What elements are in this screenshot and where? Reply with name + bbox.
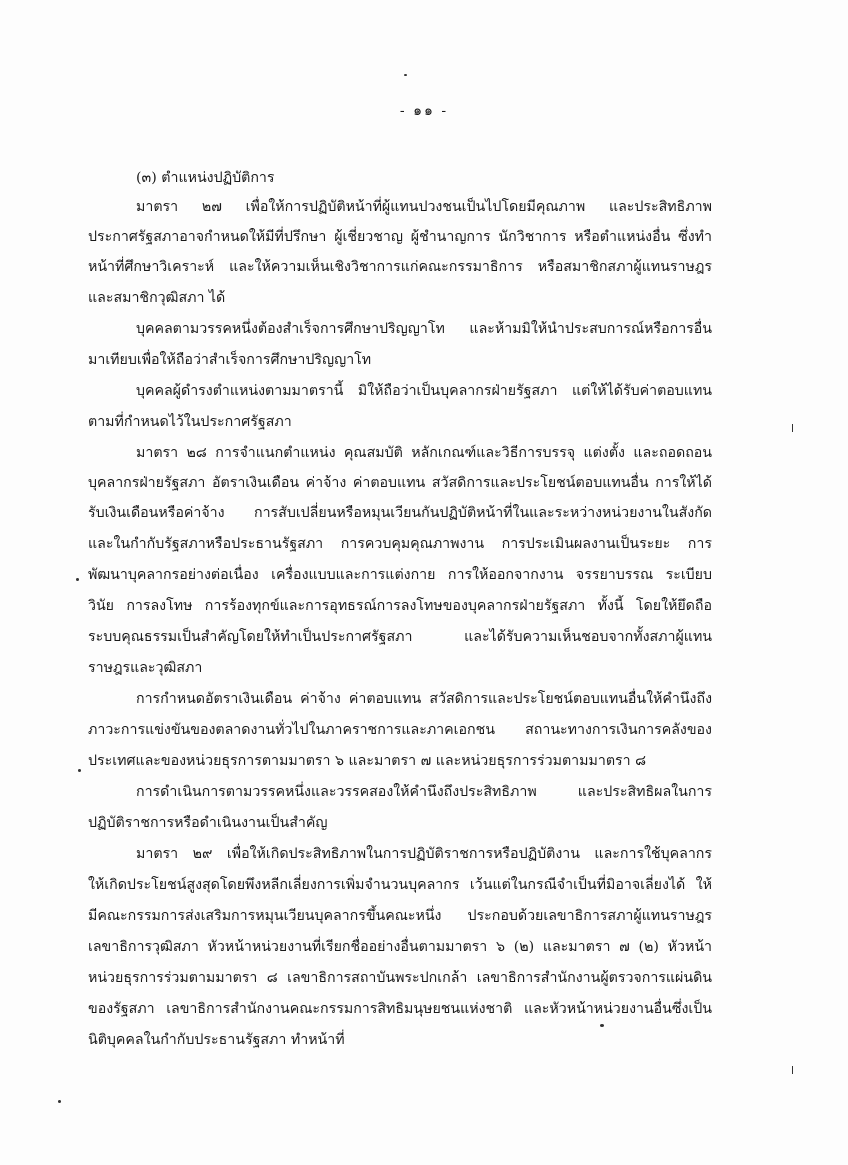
section-29-line-5: หน่วยธุรการร่วมตามมาตรา ๘ เลขาธิการสถาบันพระปกเกล้า เลขาธิการสำนักงานผู้ตรวจการแผ่นดิน [88,970,712,986]
section-29-line-1: มาตรา ๒๙ เพื่อให้เกิดประสิทธิภาพในการปฏิบัติราชการหรือปฏิบัติงาน และการใช้บุคลากร [136,846,712,862]
section-28-line-2: บุคลากรฝ่ายรัฐสภา อัตราเงินเดือน ค่าจ้าง ค่าตอบแทน สวัสดิการและประโยชน์ตอบแทนอื่น การให้ได้ [88,475,712,491]
section-29-line-7: นิติบุคคลในกำกับประธานรัฐสภา ทำหน้าที่ [88,1032,345,1048]
para-qualification-line-2: มาเทียบเพื่อให้ถือว่าสำเร็จการศึกษาปริญญาโท [88,352,372,368]
section-28-line-3: รับเงินเดือนหรือค่าจ้าง การสับเปลี่ยนหรือหมุนเวียนกันปฏิบัติหน้าที่ในและระหว่างหน่วยงานในสังกัด [88,505,712,521]
scan-speck [600,1024,604,1027]
para-salary-line-2: ภาวะการแข่งขันของตลาดงานทั่วไปในภาคราชการและภาคเอกชน สถานะทางการเงินการคลังของ [88,722,712,738]
section-27-line-3: หน้าที่ศึกษาวิเคราะห์ และให้ความเห็นเชิงวิชาการแก่คณะกรรมาธิการ หรือสมาชิกสภาผู้แทนราษฎร [88,259,712,275]
section-29-line-6: ของรัฐสภา เลขาธิการสำนักงานคณะกรรมการสิทธิมนุษยชนแห่งชาติ และหัวหน้าหน่วยงานอื่นซึ่งเป็น [88,1001,712,1017]
para-position-holder-line-1: บุคคลผู้ดำรงตำแหน่งตามมาตรานี้ มิให้ถือว่าเป็นบุคลากรฝ่ายรัฐสภา แต่ให้ได้รับค่าตอบแทน [136,383,712,399]
para-operation-line-1: การดำเนินการตามวรรคหนึ่งและวรรคสองให้คำนึงถึงประสิทธิภาพ และประสิทธิผลในการ [136,784,712,800]
scan-speck [792,1066,793,1074]
section-29-line-3: มีคณะกรรมการส่งเสริมการหมุนเวียนบุคลากรขึ้นคณะหนึ่ง ประกอบด้วยเลขาธิการสภาผู้แทนราษฎร [88,908,712,924]
scan-speck [792,424,793,432]
para-qualification-line-1: บุคคลตามวรรคหนึ่งต้องสำเร็จการศึกษาปริญญาโท และห้ามมิให้นำประสบการณ์หรือการอื่น [136,321,712,337]
para-salary-line-3: ประเทศและของหน่วยธุรการตามมาตรา ๖ และมาตรา ๗ และหน่วยธุรการร่วมตามมาตรา ๘ [88,753,647,769]
section-28-line-4: และในกำกับรัฐสภาหรือประธานรัฐสภา การควบคุมคุณภาพงาน การประเมินผลงานเป็นระยะ การ [88,536,712,552]
para-salary-line-1: การกำหนดอัตราเงินเดือน ค่าจ้าง ค่าตอบแทน สวัสดิการและประโยชน์ตอบแทนอื่นให้คำนึงถึง [136,691,712,707]
scan-speck [404,74,407,76]
section-28-line-5: พัฒนาบุคลากรอย่างต่อเนื่อง เครื่องแบบและการแต่งกาย การให้ออกจากงาน จรรยาบรรณ ระเบียบ [88,567,712,583]
section-29-line-2: ให้เกิดประโยชน์สูงสุดโดยพึงหลีกเลี่ยงการเพิ่มจำนวนบุคลากร เว้นแต่ในกรณีจำเป็นที่มิอาจเลี่ยงได้ ให้ [88,877,712,893]
para-operation-line-2: ปฏิบัติราชการหรือดำเนินงานเป็นสำคัญ [88,815,328,831]
heading-operational-position: (๓) ตำแหน่งปฏิบัติการ [136,170,275,186]
section-28-line-6: วินัย การลงโทษ การร้องทุกข์และการอุทธรณ์การลงโทษของบุคลากรฝ่ายรัฐสภา ทั้งนี้ โดยให้ยึดถือ [88,598,712,614]
section-27-line-1: มาตรา ๒๗ เพื่อให้การปฏิบัติหน้าที่ผู้แทนปวงชนเป็นไปโดยมีคุณภาพ และประสิทธิภาพ [136,199,712,215]
section-27-line-4: และสมาชิกวุฒิสภา ได้ [88,290,226,306]
page-number: - ๑๑ - [399,103,449,119]
section-28-line-8: ราษฎรและวุฒิสภา [88,660,203,676]
section-28-line-1: มาตรา ๒๘ การจำแนกตำแหน่ง คุณสมบัติ หลักเกณฑ์และวิธีการบรรจุ แต่งตั้ง และถอดถอน [136,445,712,461]
section-28-line-7: ระบบคุณธรรมเป็นสำคัญโดยให้ทำเป็นประกาศรัฐสภา และได้รับความเห็นชอบจากทั้งสภาผู้แทน [88,629,712,645]
scan-speck [58,1100,61,1103]
scan-speck [78,769,81,772]
para-position-holder-line-2: ตามที่กำหนดไว้ในประกาศรัฐสภา [88,414,292,430]
section-27-line-2: ประกาศรัฐสภาอาจกำหนดให้มีที่ปรึกษา ผู้เชี่ยวชาญ ผู้ชำนาญการ นักวิชาการ หรือตำแหน่งอื่น ซึ่งทำ [88,229,712,245]
scan-speck [76,578,79,581]
section-29-line-4: เลขาธิการวุฒิสภา หัวหน้าหน่วยงานที่เรียกชื่ออย่างอื่นตามมาตรา ๖ (๒) และมาตรา ๗ (๒) หัวหน้า [88,939,712,955]
